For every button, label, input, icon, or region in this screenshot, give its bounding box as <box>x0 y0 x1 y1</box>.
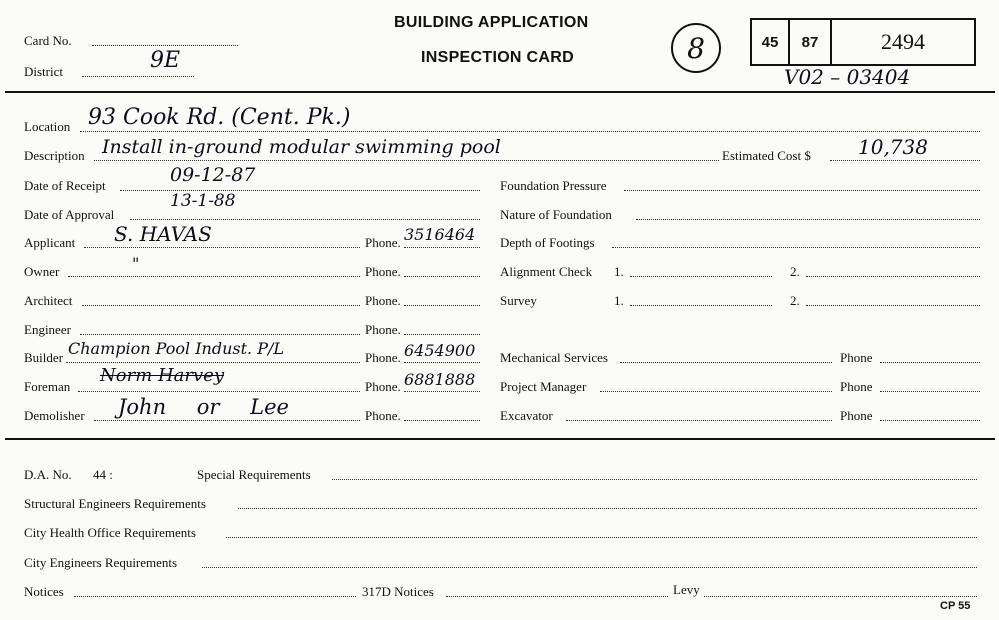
foreman-label: Foreman <box>24 379 71 394</box>
builder-value: Champion Pool Indust. P/L <box>68 339 284 358</box>
card-number-box <box>750 18 976 66</box>
health-requirements-line <box>226 537 977 538</box>
foreman-line <box>78 391 360 392</box>
demolisher-line <box>94 420 360 421</box>
district-label: District <box>24 64 63 79</box>
nature-foundation-label: Nature of Foundation <box>500 207 612 222</box>
alignment-check-label: Alignment Check <box>500 264 593 279</box>
demolisher-value: John or Lee <box>118 395 289 419</box>
city-engineers-label: City Engineers Requirements <box>24 555 178 570</box>
project-manager-phone-line <box>880 391 980 392</box>
builder-phone-value: 6454900 <box>404 341 476 360</box>
engineer-label: Engineer <box>24 322 71 337</box>
applicant-phone-label: Phone. <box>365 235 401 250</box>
city-engineers-line <box>202 567 977 568</box>
excavator-line <box>566 420 832 421</box>
applicant-value: S. HAVAS <box>114 222 212 246</box>
date-approval-line <box>130 219 480 220</box>
builder-label: Builder <box>24 350 63 365</box>
location-line <box>80 131 980 132</box>
date-receipt-value: 09-12-87 <box>170 164 256 186</box>
location-label: Location <box>24 119 71 134</box>
notices-317d-label: 317D Notices <box>362 584 434 599</box>
alignment-item-1: 1. <box>614 264 624 279</box>
health-requirements-label: City Health Office Requirements <box>24 525 196 540</box>
applicant-phone-line <box>404 247 480 248</box>
architect-phone-label: Phone. <box>365 293 401 308</box>
builder-line <box>66 362 360 363</box>
survey-line-2 <box>806 305 980 306</box>
top-divider <box>5 91 995 93</box>
card-title-line2: INSPECTION CARD <box>421 49 574 66</box>
notices-label: Notices <box>24 584 64 599</box>
mechanical-phone-label: Phone <box>840 350 873 365</box>
foreman-phone-label: Phone. <box>365 379 401 394</box>
depth-footings-line <box>612 247 980 248</box>
mechanical-services-label: Mechanical Services <box>500 350 608 365</box>
foreman-phone-line <box>404 391 480 392</box>
owner-phone-label: Phone. <box>365 264 401 279</box>
foreman-phone-value: 6881888 <box>404 370 476 389</box>
mechanical-phone-line <box>880 362 980 363</box>
demolisher-label: Demolisher <box>24 408 85 423</box>
engineer-line <box>80 334 360 335</box>
survey-label: Survey <box>500 293 537 308</box>
notices-line <box>74 596 356 597</box>
alignment-item-2: 2. <box>790 264 800 279</box>
special-requirements-line <box>332 479 977 480</box>
survey-item-1: 1. <box>614 293 624 308</box>
alignment-line-1 <box>630 276 772 277</box>
file-reference: V02 – 03404 <box>784 65 911 89</box>
survey-line-1 <box>630 305 772 306</box>
demolisher-phone-label: Phone. <box>365 408 401 423</box>
survey-item-2: 2. <box>790 293 800 308</box>
builder-phone-line <box>404 362 480 363</box>
foundation-pressure-label: Foundation Pressure <box>500 178 607 193</box>
applicant-phone-value: 3516464 <box>404 225 476 244</box>
levy-label: Levy <box>673 582 700 597</box>
card-no-label: Card No. <box>24 33 72 48</box>
estimated-cost-label: Estimated Cost $ <box>722 148 811 163</box>
project-manager-line <box>600 391 832 392</box>
special-requirements-label: Special Requirements <box>197 467 311 482</box>
applicant-line <box>84 247 360 248</box>
engineer-phone-line <box>404 334 480 335</box>
structural-requirements-label: Structural Engineers Requirements <box>24 496 206 511</box>
form-code: CP 55 <box>940 600 971 612</box>
circled-number: 8 <box>671 23 721 73</box>
depth-footings-label: Depth of Footings <box>500 235 595 250</box>
alignment-line-2 <box>806 276 980 277</box>
number-box-cell-1: 45 <box>752 20 790 64</box>
architect-label: Architect <box>24 293 73 308</box>
engineer-phone-label: Phone. <box>365 322 401 337</box>
location-value: 93 Cook Rd. (Cent. Pk.) <box>88 105 351 130</box>
da-no-value: 44 : <box>93 467 113 482</box>
structural-requirements-line <box>238 508 977 509</box>
owner-line <box>68 276 360 277</box>
owner-label: Owner <box>24 264 60 279</box>
district-line <box>82 76 194 77</box>
date-receipt-label: Date of Receipt <box>24 178 106 193</box>
card-title-line1: BUILDING APPLICATION <box>394 14 589 31</box>
da-no-label: D.A. No. <box>24 467 72 482</box>
date-approval-label: Date of Approval <box>24 207 115 222</box>
description-line <box>94 160 719 161</box>
levy-line <box>704 596 977 597</box>
excavator-phone-label: Phone <box>840 408 873 423</box>
nature-foundation-line <box>636 219 980 220</box>
owner-value: " <box>132 254 140 273</box>
date-approval-value: 13-1-88 <box>170 191 236 211</box>
applicant-label: Applicant <box>24 235 76 250</box>
foundation-pressure-line <box>624 190 980 191</box>
number-box-cell-3: 2494 <box>881 29 925 54</box>
foreman-value: Norm Harvey <box>100 365 225 386</box>
excavator-phone-line <box>880 420 980 421</box>
excavator-label: Excavator <box>500 408 553 423</box>
estimated-cost-line <box>830 160 980 161</box>
middle-divider <box>5 438 995 440</box>
project-manager-phone-label: Phone <box>840 379 873 394</box>
description-value: Install in-ground modular swimming pool <box>102 136 501 158</box>
number-box-cell-2: 87 <box>790 20 832 64</box>
estimated-cost-value: 10,738 <box>858 135 928 159</box>
district-value: 9E <box>150 48 181 73</box>
project-manager-label: Project Manager <box>500 379 587 394</box>
mechanical-services-line <box>620 362 832 363</box>
card-no-line <box>92 45 238 46</box>
architect-phone-line <box>404 305 480 306</box>
notices-317d-line <box>446 596 668 597</box>
architect-line <box>82 305 360 306</box>
builder-phone-label: Phone. <box>365 350 401 365</box>
description-label: Description <box>24 148 85 163</box>
owner-phone-line <box>404 276 480 277</box>
demolisher-phone-line <box>404 420 480 421</box>
